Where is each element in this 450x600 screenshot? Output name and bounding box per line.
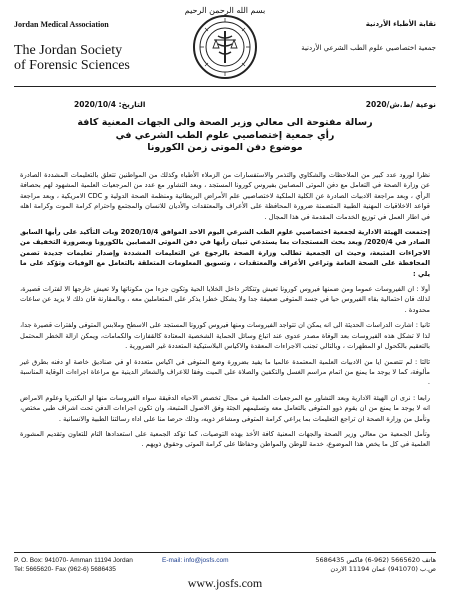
paragraph-fourth: رابعا : نرى ان الهيئة الادارية وبعد التشاور مع المرجعيات العلمية في مجال تخصص الاحياء الدقيقة سواء الفيروسات منها او البكتيريا وعلوم الامراض انه لا يوجد ما يمنع من ان يقوم ذوو المتوفى بالتعامل معه وتسليمهم الجثة وفق الاصول المتبعة، وان تكون اجراءات الدفن تحت اشراف طبي مختص، ونأمل من وزارة الصحة ان تراجع التعليمات بما يراعي كرامة المتوفى ومشاعر ذويه، وذلك حرصا منا على اداء رسالتنا الطبية والانسانية . xyxy=(20,393,430,423)
footer-tel: Tel: 5665620- Fax (962-6) 5686435 xyxy=(14,566,116,573)
footer-contact-ar xyxy=(315,556,436,574)
paragraph-intro: نظرا لورود عدد كبير من الملاحظات والشكاوي والتذمر والاستفسارات من الزملاء الأطباء وكذلك من المواطنين تتعلق بالتعليمات المشددة الصادرة عن وزارة الصحة في التعامل مع دفن الموتى المصابين بفيروس كورونا المستجد ، وبعد التشاور مع عدد من المرجعيات العلمية المشهود لهم بحصافة الرأي ، وبعد مراجعة الادبيات الصادرة عن الكلية الملكية لاختصاصيي علم الأمراض البريطانية ومنظمة الصحة الدولية و CDC الامريكية ، وبعد مراجعة قواعد الاخلاقيات المهنية الطبية المتضمنة ضرورة المحافظة على الأعراف والمعتقدات والأديان للانسان والمجتمع واحترام كرامة الموت وكرامة اهله في اطار العمل في توزيع الخدمات المقدمة في هذا المجال . xyxy=(20,171,430,221)
society-name-en-line2: of Forensic Sciences xyxy=(14,58,130,73)
title-line-1: رسالة مفتوحة الى معالي وزير الصحة والى الجهات المعنية كافة xyxy=(77,117,373,128)
title-line-2: رأي جمعية إختصاصيي علوم الطب الشرعي في xyxy=(115,129,335,141)
footer xyxy=(14,556,436,594)
association-name-en: Jordan Medical Association xyxy=(14,20,109,29)
footer-email[interactable]: E-mail: info@josfs.com xyxy=(162,557,229,564)
footer-ar-pobox: ص.ب (941070) عمان 11194 الاردن xyxy=(330,565,436,573)
association-name-ar: نقابة الأطباء الأردنية xyxy=(365,20,436,28)
paragraph-second: ثانيا : اشارت الدراسات الحديثة الى انه يمكن ان تتواجد الفيروسات ومنها فيروس كورونا المستجد على الاسطح وملابس المتوفى ولفترات قصيرة جدا، لذا لا تشكل هذه الفيروسات بعد الوفاة مصدر عدوى عند اتباع وسائل الحماية الشخصية المعتادة كالقفازات والكمامات، ويمكن ازالة الخطر المحتمل بالتعقيم بالكحول او المطهرات ، وبالتالي تجنب الاجراءات المعقدة والاكياس البلاستيكية المتعددة غير الضرورية . xyxy=(20,321,430,351)
society-name-en-line1: The Jordan Society xyxy=(14,43,123,58)
paragraph-closing: وتأمل الجمعية من معالي وزير الصحة والجهات المعنية كافة الأخذ بهذه التوصيات، كما تؤكد الجمعية على استعدادها التام للتعاون وتقديم المشورة العلمية في كل ما يخص هذا الموضوع، خدمة للوطن والمواطن وحفاظا على كرامة الموتى وحقوق ذويهم . xyxy=(20,429,430,449)
paragraph-third: ثالثا : لم تتضمن ايا من الادبيات العلمية المعتمدة عالميا ما يفيد بضرورة وضع المتوفى في اكياس متعددة او في صناديق خاصة او دفنه بطرق غير مألوفة، كما لا يوجد ما يمنع من اتمام مراسم الغسل والتكفين والصلاة على الميت وفقا للاعراف والشعائر الدينية مع مراعاة اجراءات الوقاية المناسبة . xyxy=(20,357,430,387)
footer-contact-en xyxy=(14,556,133,574)
paragraph-meeting: إجتمعت الهيئة الادارية لجمعية اختصاصيي علوم الطب الشرعي اليوم الاحد الموافق 2020/10/4 وبات التأكيد على رأيها السابق الصادر في 2020/4/ وبعد بحث المستجدات بما يستدعي تبيان رأيها في دفن الموتى المصابين بالكورونا وبضرورة التخفيف من الاجراءات المتبعة، وحيث ان الجمعية تطالب وزارة الصحة بالرجوع عن التعليمات المشددة وإصدار تعليمات جديدة تضمن المحافظة على الصحة العامة وتراعي الأعراف والمعتقدات ، وتسويق المعلومات المتعلقة بالتعامل مع الوفيات وتؤكد على ما يلي : xyxy=(20,228,430,278)
header-divider xyxy=(14,86,436,87)
date-value: 2020/10/4 xyxy=(74,100,117,109)
footer-website-link[interactable]: www.josfs.com xyxy=(187,576,263,590)
footer-pobox: P. O. Box: 941070- Amman 11194 Jordan xyxy=(14,557,133,564)
society-seal-logo xyxy=(192,14,258,80)
title-line-3: موضوع دفن الموتى زمن الكورونا xyxy=(147,142,303,153)
footer-divider xyxy=(14,552,436,553)
paragraph-first: أولا : ان الفيروسات عموما ومن ضمنها فيروس كورونا تعيش وتتكاثر داخل الخلايا الحية وتكون جزءا من مكوناتها ولا تعيش خارجها الا لفترات قصيرة، لذلك فان احتمالية بقاء الفيروس حيا في جسد المتوفى ضعيفة جدا ولا يشكل خطرا يذكر على المتعاملين معه ، وبالمقارنة فان ذلك لا يزيد عن ساعات محدودة . xyxy=(20,285,430,314)
basmala: بسم الله الرحمن الرحيم xyxy=(184,6,266,15)
date-label: التاريخ: xyxy=(118,100,146,109)
reference-number: نوعية /ط.ش/2020 xyxy=(365,100,436,109)
society-name-ar: جمعية اختصاصيي علوم الطب الشرعي الأردنية xyxy=(301,44,436,52)
letter-title xyxy=(24,117,426,155)
letter-date xyxy=(74,100,145,109)
letter-body xyxy=(20,170,430,455)
society-name-en xyxy=(14,43,184,73)
header-arabic xyxy=(286,20,436,52)
header-english xyxy=(14,20,184,73)
footer-ar-fax: هاتف 5665620 (962-6) فاكس 5686435 xyxy=(315,556,436,564)
